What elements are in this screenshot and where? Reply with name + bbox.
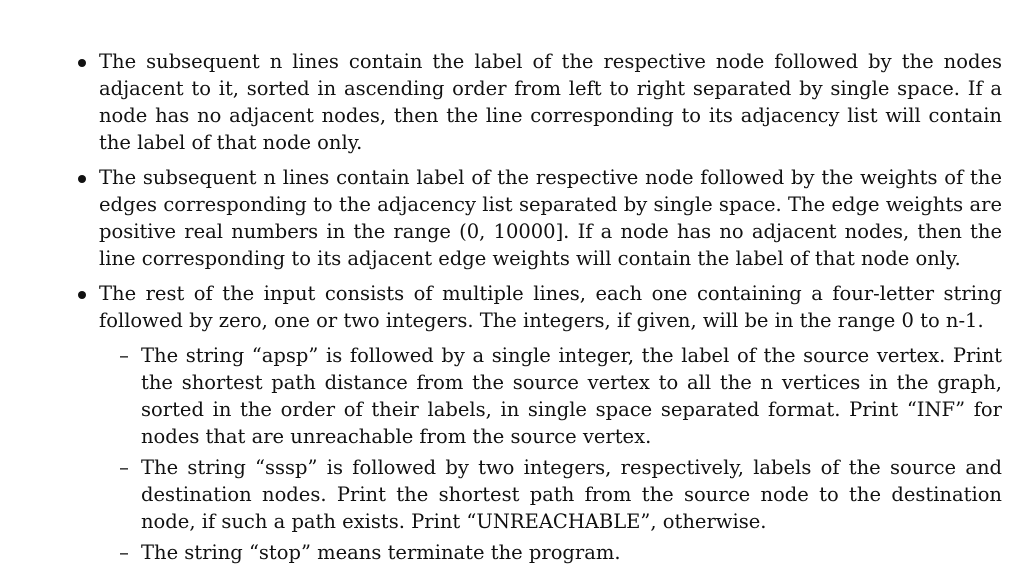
sub-list-item bbox=[119, 454, 1002, 535]
list-item bbox=[99, 280, 1002, 566]
dash-icon: – bbox=[119, 456, 129, 479]
list-item-text: The subsequent n lines contain label of the respective node followed by the weights of the edges corresponding to the adjacency list separated by single space. The edge weights are positive real numbers in the range (0, 10000]. If a node has no adjacent nodes, then the line corresponding to its adjacent edge weights will contain the label of that node only. bbox=[99, 166, 1002, 270]
sub-list bbox=[99, 342, 1002, 566]
list-item bbox=[99, 48, 1002, 156]
bullet-icon bbox=[78, 291, 86, 299]
bullet-icon bbox=[78, 175, 86, 183]
list-item bbox=[99, 164, 1002, 272]
sub-list-item bbox=[119, 539, 1002, 566]
sub-list-item-text: The string “sssp” is followed by two integers, respectively, labels of the source and destination nodes. Print the shortest path from the source node to the destination node, if such a path exists. Print “UNREACHABLE”, otherwise. bbox=[141, 456, 1002, 533]
bullet-icon bbox=[78, 59, 86, 67]
sub-list-item bbox=[119, 342, 1002, 450]
dash-icon: – bbox=[119, 344, 129, 367]
list-item-text: The subsequent ​n lines contain the label of the respective node followed by the nodes adjacent to it, sorted in ascending order from left to right separated by single space. If a node has no adjacent nodes, then the line corresponding to its adjacency list will contain the label of that node only. bbox=[99, 50, 1002, 154]
sub-list-item-text: The string “stop” means terminate the program. bbox=[141, 541, 621, 564]
document-body bbox=[0, 48, 1032, 574]
dash-icon: – bbox=[119, 541, 129, 564]
list-item-text: The rest of the input consists of multiple lines, each one containing a four-letter string followed by zero, one or two integers. The integers, if given, will be in the range 0 to n-1. bbox=[99, 282, 1002, 332]
sub-list-item-text: The string “apsp” is followed by a single integer, the label of the source vertex. Print the shortest path distance from the source vertex to all the n vertices in the graph, sorted in the order of their labels, in single space separated format. Print “INF” for nodes that are unreachable from the source vertex. bbox=[141, 344, 1002, 448]
